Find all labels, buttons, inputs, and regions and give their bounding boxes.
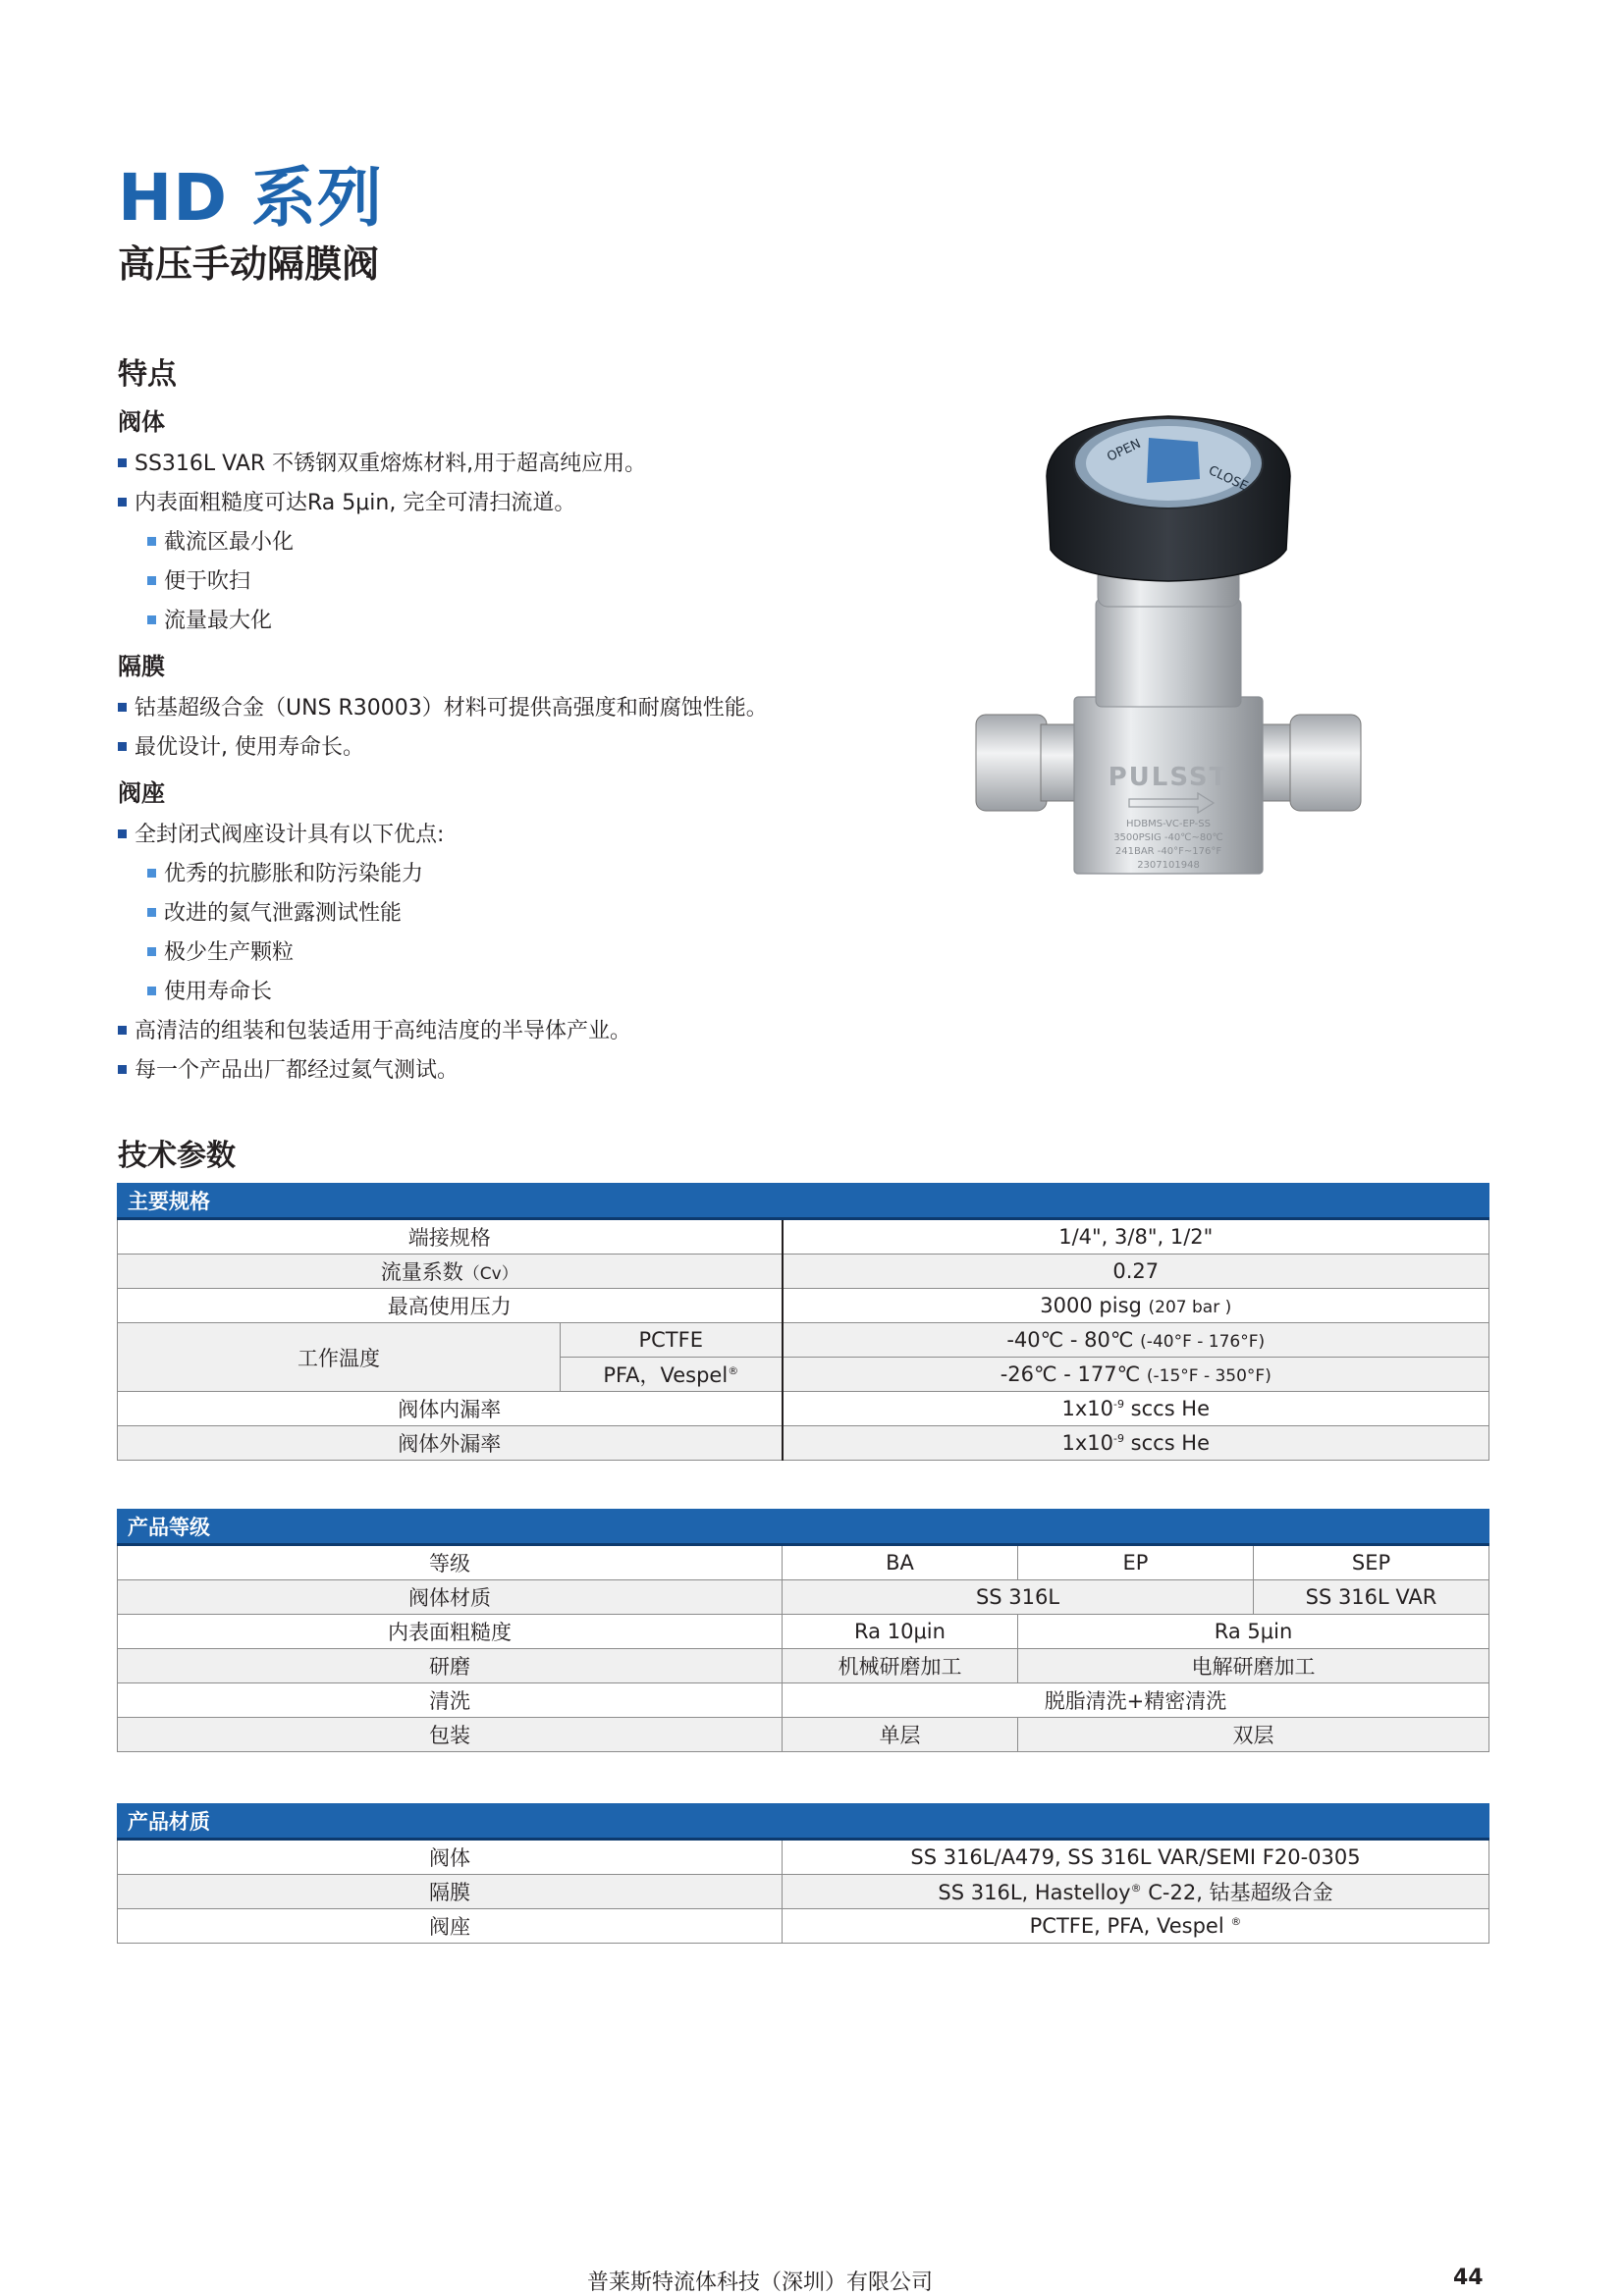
bullet-icon [118, 829, 127, 838]
table-row [118, 1219, 1489, 1255]
sub-list-item: 截流区最小化 [118, 523, 962, 562]
table-title: 产品等级 [118, 1510, 1489, 1545]
grade-table [117, 1509, 1489, 1752]
cell-all: 脱脂清洗+精密清洗 [783, 1683, 1489, 1718]
row-label: 流量系数（Cv） [118, 1255, 783, 1289]
cell-sep: SS 316L VAR [1254, 1580, 1489, 1615]
bullet-icon [147, 615, 156, 624]
sub-list-item: 流量最大化 [118, 602, 962, 641]
cell-ba: Ra 10μin [783, 1615, 1018, 1649]
row-value: $1x10^{-9}$ sccs He [783, 1392, 1489, 1426]
model-label: HDBMS-VC-EP-SS [1126, 819, 1211, 829]
cell-ep-sep: 电解研磨加工 [1018, 1649, 1489, 1683]
serial-label: 2307101948 [1137, 860, 1200, 871]
table-row [118, 1649, 1489, 1683]
table-row [118, 1545, 1489, 1580]
page-number: 44 [1453, 2266, 1484, 2290]
bullet-icon [147, 869, 156, 878]
list-item: 内表面粗糙度可达Ra 5μin, 完全可清扫流道。 [118, 484, 962, 523]
features-section [118, 349, 962, 1091]
page-title: HD 系列 [118, 160, 383, 236]
row-value: -26℃ - 177℃ (-15°F - 350°F) [783, 1358, 1489, 1392]
table-row [118, 1615, 1489, 1649]
table-row [118, 1392, 1489, 1426]
row-label: 阀座 [118, 1909, 783, 1944]
table-row [118, 1875, 1489, 1909]
sub-list-item: 优秀的抗膨胀和防污染能力 [118, 855, 962, 894]
row-value: PCTFE, PFA, Vespel ® [783, 1909, 1489, 1944]
bullet-icon [118, 742, 127, 751]
tech-heading: 技术参数 [118, 1139, 236, 1173]
table-row [118, 1323, 1489, 1358]
row-label: 工作温度 [118, 1323, 561, 1392]
cell-ep-sep: Ra 5μin [1018, 1615, 1489, 1649]
row-value: -40℃ - 80℃ (-40°F - 176°F) [783, 1323, 1489, 1358]
sub-label: PCTFE [561, 1323, 783, 1358]
row-value: 0.27 [783, 1255, 1489, 1289]
cell-ep-sep: 双层 [1018, 1718, 1489, 1752]
sub-list-item: 使用寿命长 [118, 973, 962, 1012]
row-label: 最高使用压力 [118, 1289, 783, 1323]
table-row [118, 1718, 1489, 1752]
diaphragm-heading: 隔膜 [118, 653, 165, 680]
company-name: 普莱斯特流体科技（深圳）有限公司 [587, 2270, 934, 2295]
table-row [118, 1909, 1489, 1944]
rating-label: 241BAR -40°F~176°F [1114, 846, 1222, 857]
rating-label: 3500PSIG -40℃~80℃ [1113, 832, 1223, 843]
bullet-icon [118, 458, 127, 467]
valve-product-image [972, 402, 1365, 913]
bullet-icon [147, 987, 156, 995]
bullet-icon [147, 537, 156, 546]
bullet-icon [147, 908, 156, 917]
features-heading: 特点 [118, 357, 177, 392]
cell-ep: EP [1018, 1545, 1254, 1580]
seat-heading: 阀座 [118, 779, 165, 807]
material-table [117, 1803, 1489, 1944]
table-row [118, 1426, 1489, 1461]
list-item: 每一个产品出厂都经过氦气测试。 [118, 1051, 962, 1091]
bullet-icon [147, 947, 156, 956]
brand-label: PULSST [1108, 763, 1229, 792]
table-row [118, 1289, 1489, 1323]
main-spec-table [117, 1183, 1489, 1461]
row-value: 3000 pisg (207 bar ) [783, 1289, 1489, 1323]
cell-ba: 单层 [783, 1718, 1018, 1752]
table-row [118, 1683, 1489, 1718]
row-label: 包装 [118, 1718, 783, 1752]
list-item: 全封闭式阀座设计具有以下优点: [118, 816, 962, 855]
row-value: SS 316L/A479, SS 316L VAR/SEMI F20-0305 [783, 1840, 1489, 1875]
table-row [118, 1580, 1489, 1615]
table-row [118, 1255, 1489, 1289]
row-value: SS 316L, Hastelloy® C-22, 钴基超级合金 [783, 1875, 1489, 1909]
page-subtitle: 高压手动隔膜阀 [118, 242, 380, 286]
cell-ba: BA [783, 1545, 1018, 1580]
sub-list-item: 改进的氦气泄露测试性能 [118, 894, 962, 934]
cell-ba-ep: SS 316L [783, 1580, 1254, 1615]
row-label: 研磨 [118, 1649, 783, 1683]
list-item: 钴基超级合金（UNS R30003）材料可提供高强度和耐腐蚀性能。 [118, 689, 962, 728]
row-value: 1/4", 3/8", 1/2" [783, 1219, 1489, 1255]
row-label: 阀体 [118, 1840, 783, 1875]
body-heading: 阀体 [118, 408, 165, 436]
sub-list-item: 便于吹扫 [118, 562, 962, 602]
list-item: SS316L VAR 不锈钢双重熔炼材料,用于超高纯应用。 [118, 445, 962, 484]
bullet-icon [118, 1065, 127, 1074]
table-title: 产品材质 [118, 1804, 1489, 1840]
cell-ba: 机械研磨加工 [783, 1649, 1018, 1683]
row-label: 阀体内漏率 [118, 1392, 783, 1426]
row-label: 清洗 [118, 1683, 783, 1718]
row-label: 端接规格 [118, 1219, 783, 1255]
row-value: $1x10^{-9}$ sccs He [783, 1426, 1489, 1461]
row-label: 等级 [118, 1545, 783, 1580]
row-label: 隔膜 [118, 1875, 783, 1909]
bullet-icon [118, 498, 127, 507]
sub-list-item: 极少生产颗粒 [118, 934, 962, 973]
bullet-icon [118, 1026, 127, 1035]
knob-open-label: OPEN [1105, 436, 1144, 465]
knob-close-label: CLOSE [1206, 463, 1251, 495]
bullet-icon [147, 576, 156, 585]
bullet-icon [118, 703, 127, 712]
sub-label: PFA，Vespel® [561, 1358, 783, 1392]
cell-sep: SEP [1254, 1545, 1489, 1580]
list-item: 高清洁的组装和包装适用于高纯洁度的半导体产业。 [118, 1012, 962, 1051]
row-label: 阀体外漏率 [118, 1426, 783, 1461]
row-label: 阀体材质 [118, 1580, 783, 1615]
list-item: 最优设计, 使用寿命长。 [118, 728, 962, 768]
table-title: 主要规格 [118, 1184, 1489, 1219]
table-row [118, 1840, 1489, 1875]
row-label: 内表面粗糙度 [118, 1615, 783, 1649]
